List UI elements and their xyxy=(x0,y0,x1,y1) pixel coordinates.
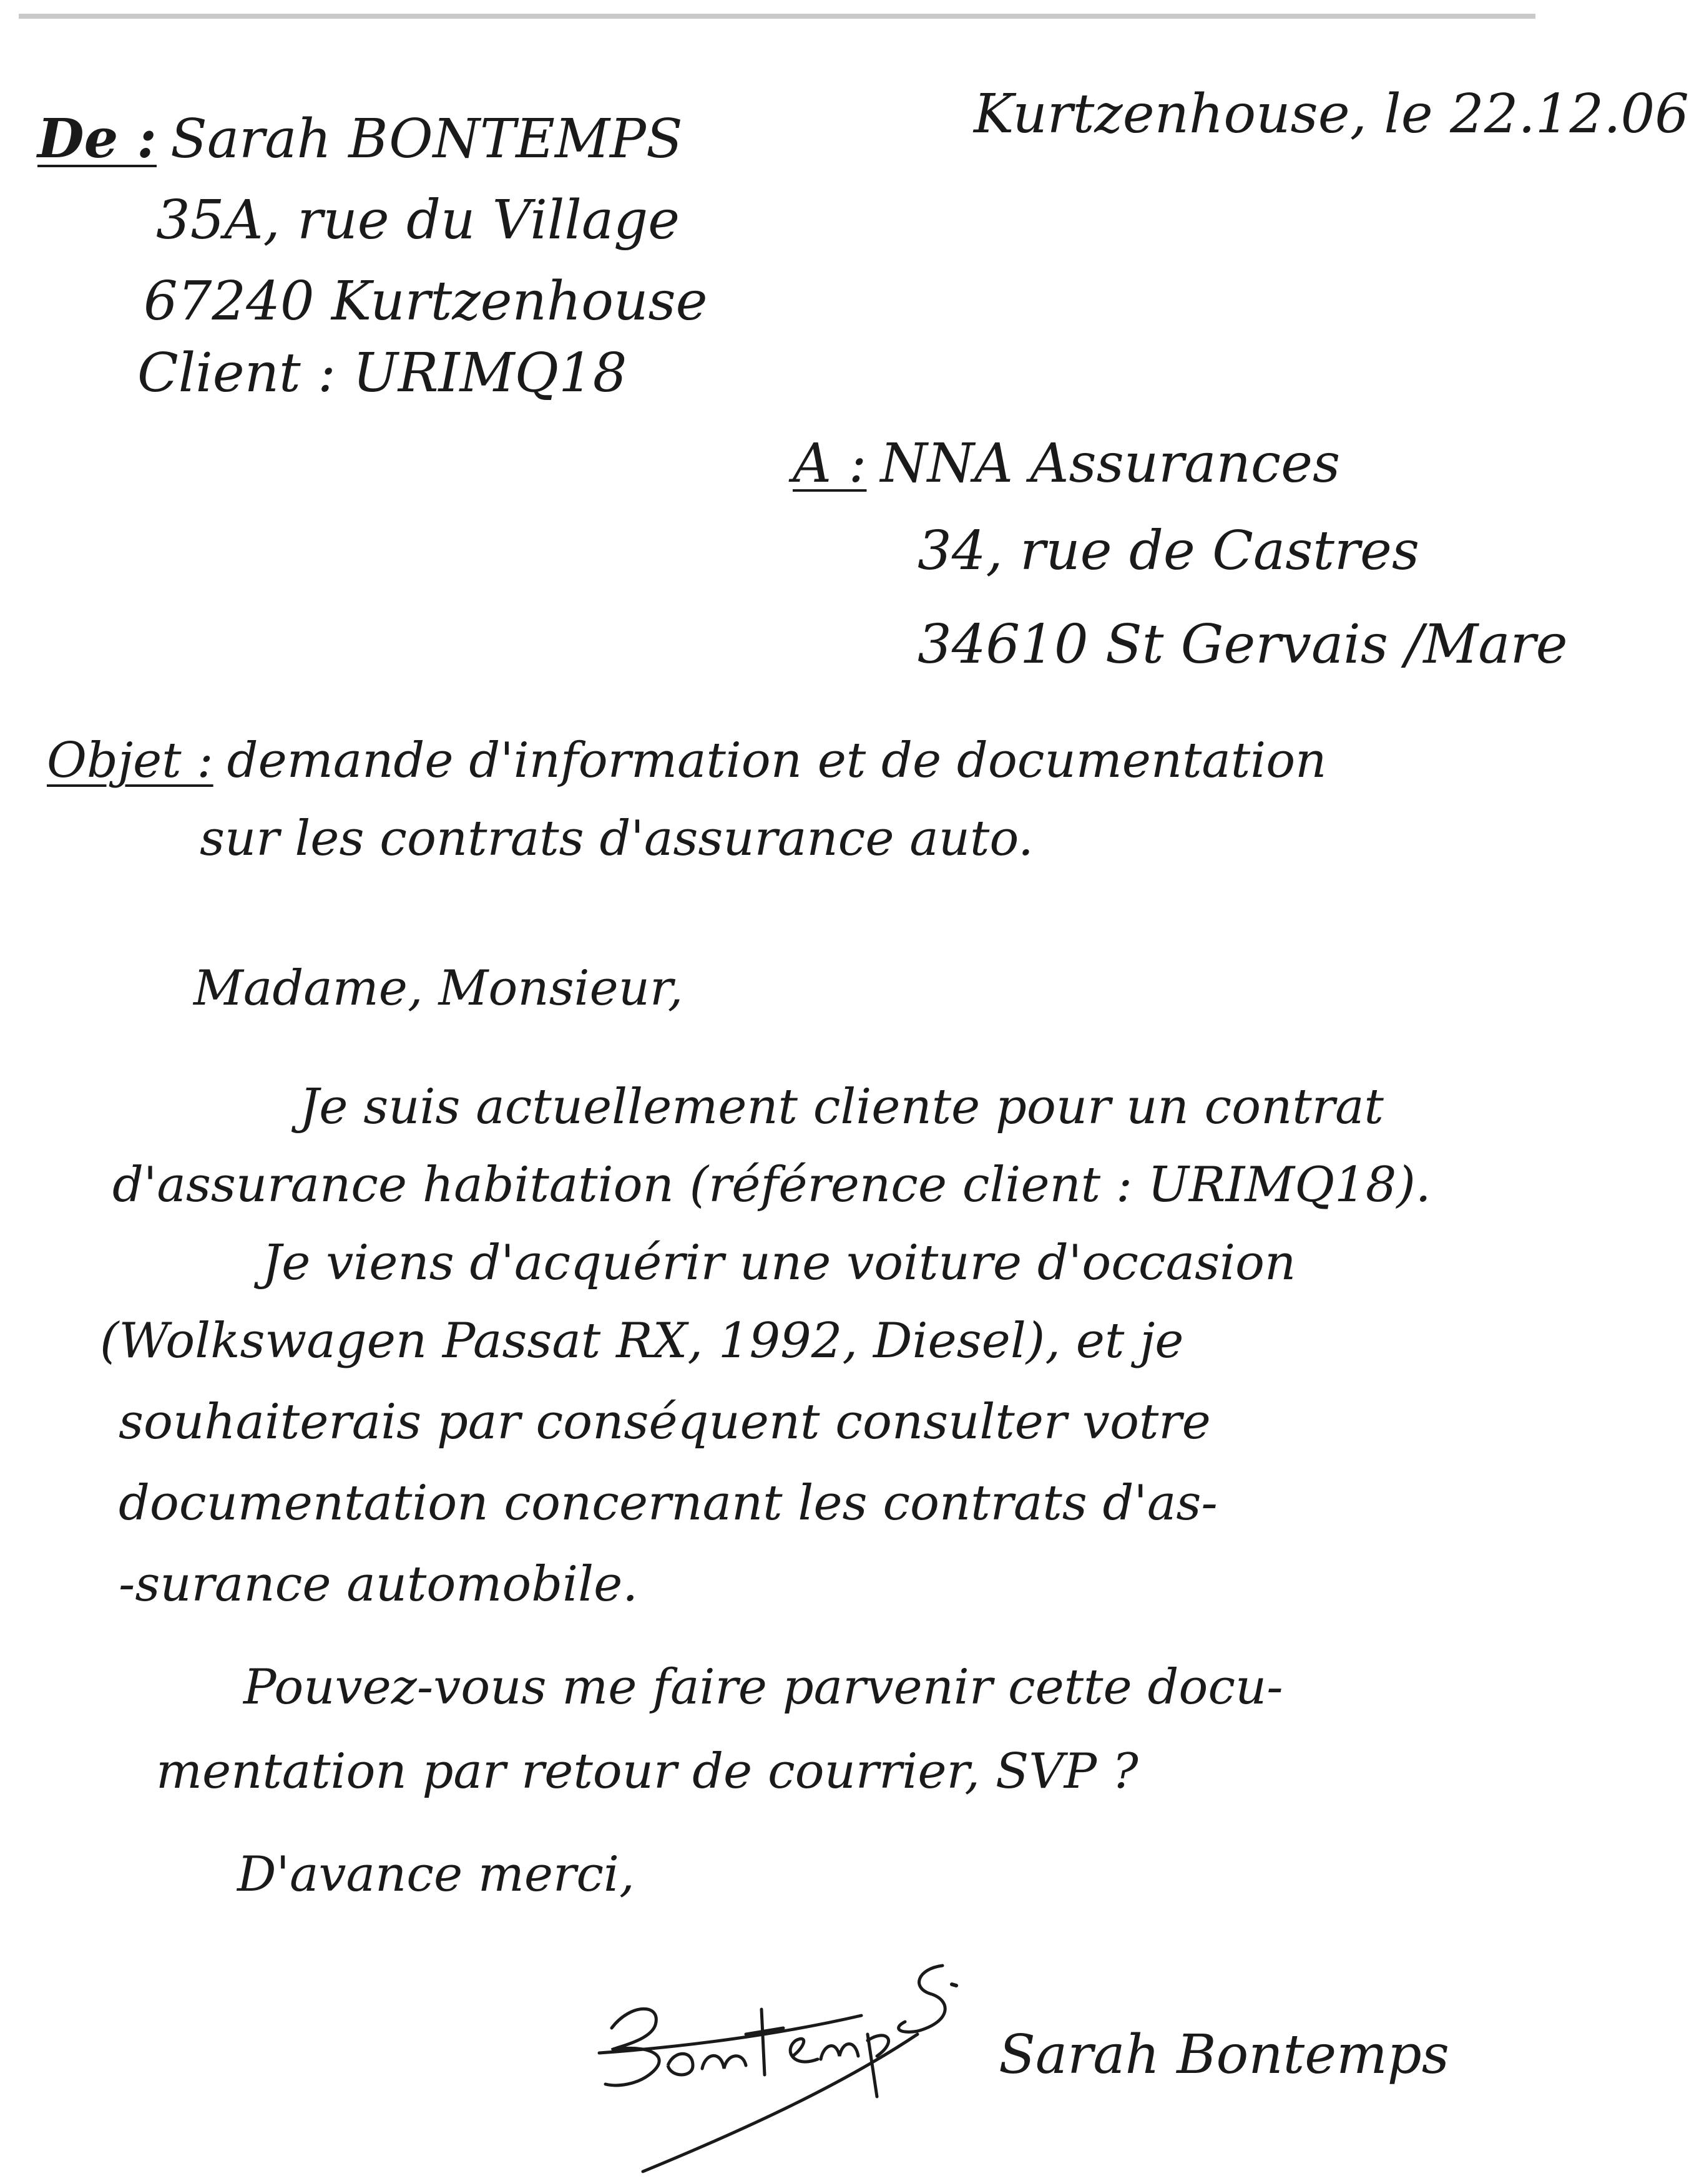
sender-street: 35A, rue du Village xyxy=(156,189,680,251)
sender-label: De : xyxy=(37,107,157,170)
signature-name: Sarah Bontemps xyxy=(999,2024,1449,2086)
body-line: d'assurance habitation (référence client : URIMQ18). xyxy=(112,1157,1431,1213)
sender-name: Sarah BONTEMPS xyxy=(170,108,683,170)
body-line: Je viens d'acquérir une voiture d'occasion xyxy=(262,1235,1296,1291)
sender-city: 67240 Kurtzenhouse xyxy=(144,270,708,333)
recipient-city: 34610 St Gervais /Mare xyxy=(918,613,1568,676)
recipient-name: NNA Assurances xyxy=(880,432,1341,495)
scan-edge-line xyxy=(19,14,1535,19)
subject-line-1 xyxy=(47,733,1327,789)
sender-client-ref: Client : URIMQ18 xyxy=(137,342,627,404)
subject-text-1: demande d'information et de documentation xyxy=(227,733,1327,789)
body-line: documentation concernant les contrats d'as- xyxy=(119,1475,1218,1531)
body-line: -surance automobile. xyxy=(119,1556,639,1612)
recipient-label: A : xyxy=(793,432,867,495)
closing: D'avance merci, xyxy=(237,1846,635,1903)
body-line: Je suis actuellement cliente pour un contrat xyxy=(300,1079,1384,1135)
place-date: Kurtzenhouse, le 22.12.06 xyxy=(974,83,1689,145)
sender-name-line xyxy=(37,107,683,170)
body-line: mentation par retour de courrier, SVP ? xyxy=(156,1743,1138,1800)
body-line: souhaiterais par conséquent consulter votre xyxy=(119,1394,1211,1450)
salutation: Madame, Monsieur, xyxy=(193,960,683,1016)
body-line: Pouvez-vous me faire parvenir cette docu- xyxy=(243,1659,1283,1715)
recipient-name-line xyxy=(793,432,1341,495)
subject-label: Objet : xyxy=(47,733,213,789)
subject-line-2: sur les contrats d'assurance auto. xyxy=(200,811,1034,867)
body-line: (Wolkswagen Passat RX, 1992, Diesel), et je xyxy=(100,1313,1184,1369)
recipient-street: 34, rue de Castres xyxy=(918,520,1420,582)
handwritten-signature xyxy=(593,1941,1042,2178)
